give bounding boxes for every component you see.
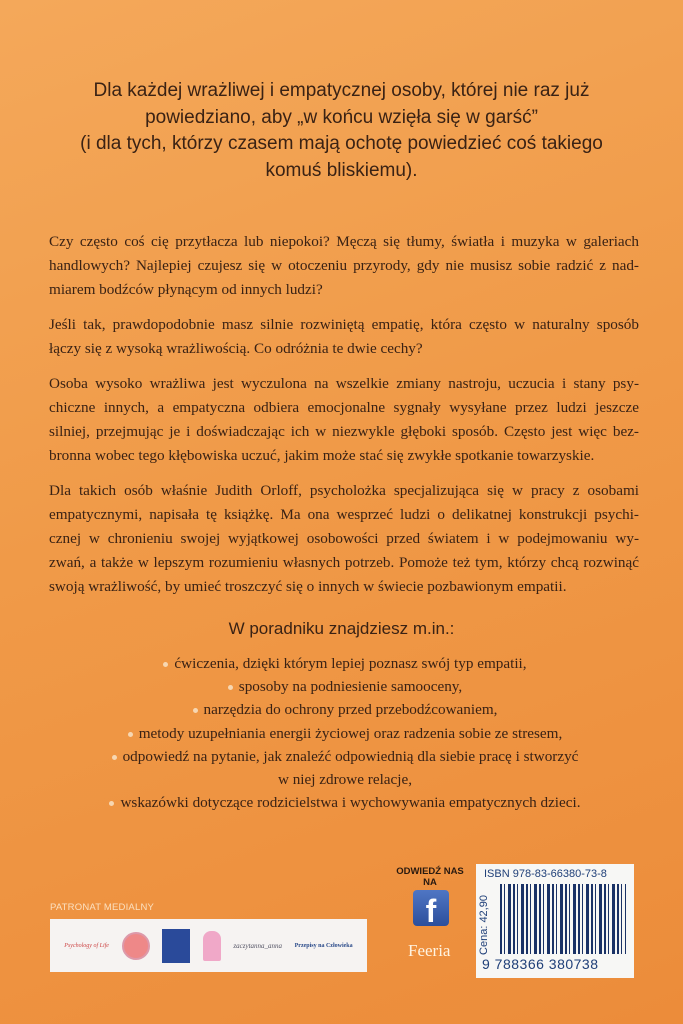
media-patronage-label: PATRONAT MEDIALNY bbox=[50, 902, 155, 913]
paragraph-line: handlowych? Najlepiej czujesz się w otoczeniu przyrody, gdy nie musisz sobie radzić z nad- bbox=[49, 257, 639, 274]
paragraph-line: bronna wobec tego kłębowiska uczuć, jakim może stać się zwykłe spotkanie towarzyskie. bbox=[49, 447, 595, 464]
paragraph bbox=[49, 372, 639, 468]
paragraph-line: Jeśli tak, prawdopodobnie masz silnie rozwiniętą empatię, która często w naturalny sposób bbox=[49, 316, 639, 333]
przepisy-logo: Przepisy na Człowieka bbox=[294, 942, 353, 949]
list-item-continuation: w niej zdrowe relacje, bbox=[277, 771, 413, 789]
barcode-bars bbox=[500, 884, 626, 954]
list-item bbox=[40, 745, 650, 768]
header-line: (i dla tych, którzy czasem mają ochotę powiedzieć coś takiego bbox=[80, 133, 603, 154]
portrait-logo bbox=[122, 932, 150, 960]
publisher-name: Feeria bbox=[408, 941, 451, 960]
list-item bbox=[40, 675, 650, 698]
header-line: Dla każdej wrażliwej i empatycznej osoby, której nie raz już bbox=[93, 80, 590, 101]
paragraph bbox=[49, 230, 639, 302]
paragraph bbox=[49, 313, 639, 361]
bullet-icon bbox=[128, 732, 133, 737]
bullet-icon bbox=[193, 708, 198, 713]
price-text: Cena: 42,90 bbox=[477, 895, 490, 955]
zaczytanna-logo: zaczytanna_anna bbox=[233, 941, 283, 950]
barcode-digits: 9 788366 380738 bbox=[482, 956, 599, 972]
list-item bbox=[40, 652, 650, 675]
bullet-icon bbox=[228, 685, 233, 690]
pink-figure-logo bbox=[203, 931, 221, 961]
list-item-text: metody uzupełniania energii życiowej oraz radzenia sobie ze stresem, bbox=[138, 724, 563, 742]
list-item-text: odpowiedź na pytanie, jak znaleźć odpowiednią dla siebie pracę i stworzyć bbox=[122, 747, 579, 765]
paragraph-line: miarem bodźców płynącym od innych ludzi? bbox=[49, 281, 323, 298]
list-item-text: sposoby na podniesienie samooceny, bbox=[238, 678, 463, 696]
bullet-icon bbox=[112, 755, 117, 760]
list-item-text: wskazówki dotyczące rodzicielstwa i wychowywania empatycznych dzieci. bbox=[120, 794, 581, 812]
list-heading: W poradniku znajdziesz m.in.: bbox=[228, 619, 455, 638]
paragraph-line: cznej w chronieniu swojej wyjątkowej osobowości przed światem i w podejmowaniu wy- bbox=[49, 530, 639, 547]
paragraph-line: silniej, przejmując je i doświadczając ich w niezwykle głęboki sposób. Często jest więc bez- bbox=[49, 423, 639, 440]
bullet-icon bbox=[163, 662, 168, 667]
paragraph-line: łączy się z wysoką wrażliwością. Co odróżnia te dwie cechy? bbox=[49, 340, 423, 357]
feature-list bbox=[40, 652, 650, 814]
isbn-barcode bbox=[476, 864, 634, 978]
paragraph-line: empatycznymi, napisała tę książkę. Ma ona wesprzeć ludzi o delikatnej konstrukcji psychi- bbox=[49, 506, 639, 523]
paragraph-line: chiczne innych, a empatyczna odbiera emocjonalne sygnały wysyłane przez ludzi jeszcze bbox=[49, 399, 639, 416]
publisher-logo bbox=[408, 936, 450, 962]
paragraph bbox=[49, 479, 639, 599]
paragraph-line: Dla takich osób właśnie Judith Orloff, psycholożka specjalizująca się w pracy z osobami bbox=[49, 482, 639, 499]
list-item-text: narzędzia do ochrony przed przebodźcowaniem, bbox=[203, 701, 498, 719]
media-patron-logos bbox=[50, 919, 367, 972]
psychology-of-life-logo: Psychology of Life bbox=[64, 942, 109, 949]
paragraph-line: swoją wrażliwość, by umieć troszczyć się o innych w świecie pozbawionym empatii. bbox=[49, 578, 567, 595]
visit-us-label: ODWIEDŹ NAS NA bbox=[396, 866, 464, 888]
header-line: komuś bliskiemu). bbox=[265, 159, 418, 181]
description-body bbox=[49, 230, 639, 610]
facebook-icon: f bbox=[413, 890, 449, 926]
paragraph-line: zwań, a także w lepszym rozumieniu własnych potrzeb. Pomoże też tym, którzy chcą rozwinąć bbox=[49, 554, 639, 571]
paragraph-line: Osoba wysoko wrażliwa jest wyczulona na wszelkie zmiany nastroju, uczucia i stany psy- bbox=[49, 375, 639, 392]
list-item-text: ćwiczenia, dzięki którym lepiej poznasz swój typ empatii, bbox=[174, 655, 527, 672]
list-item bbox=[40, 698, 650, 721]
dedication-header bbox=[60, 78, 623, 184]
owl-logo bbox=[162, 929, 190, 963]
isbn-text: ISBN 978-83-66380-73-8 bbox=[484, 868, 607, 880]
list-item bbox=[40, 791, 650, 814]
list-item bbox=[40, 722, 650, 745]
paragraph-line: Czy często coś cię przytłacza lub niepokoi? Męczą się tłumy, światła i muzyka w galeriach bbox=[49, 233, 639, 250]
bullet-icon bbox=[109, 801, 114, 806]
header-line: powiedziano, aby „w końcu wzięła się w garść” bbox=[145, 106, 538, 128]
